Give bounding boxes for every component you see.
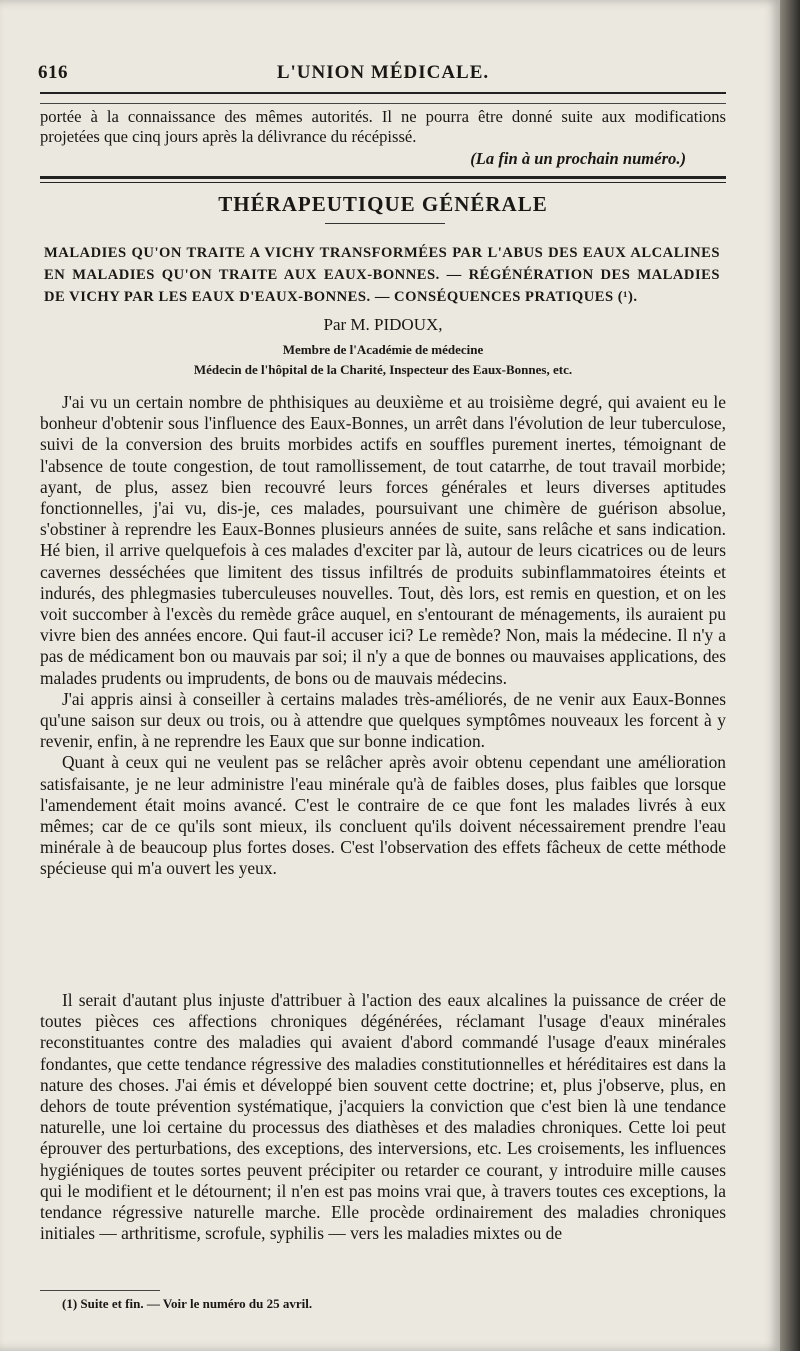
author-line: Par M. PIDOUX,	[323, 315, 443, 334]
footnote-rule	[40, 1290, 160, 1291]
footnote: (1) Suite et fin. — Voir le numéro du 25 avril.	[62, 1296, 313, 1311]
page-edge-shadow	[780, 0, 800, 1351]
paragraph: Il serait d'autant plus injuste d'attribuer à l'action des eaux alcalines la puissance de créer de toutes pièces ces affections chroniques dégénérées, réclamant l'usage d'eaux minérales reconstituantes contre des maladies qui avaient d'abord commandé l'usage d'eaux minérales fondantes, que cette tendance régressive des maladies constitutionnelles et héréditaires est dans la nature des choses. J'ai émis et développé bien souvent cette doctrine; et, plus j'observe, plus, en dehors de toute prévention systématique, j'acquiers la conviction que c'est bien là une tendance naturelle, une loi certaine du processus des diathèses et des maladies chroniques. Cette loi peut éprouver des perturbations, des exceptions, des interversions, etc. Les croisements, les influences hygiéniques de toutes sortes peuvent précipiter ou retarder ce courant, y introduire mille causes qui le modifient et le détournent; il n'en est pas moins vrai que, à travers toutes ces exceptions, la tendance régressive naturelle marche. Elle procède ordinairement des maladies chroniques initiales — arthritisme, scrofule, syphilis — vers les maladies mixtes ou de	[40, 990, 726, 1244]
subtitle-line: MALADIES QU'ON TRAITE A VICHY TRANSFORMÉES PAR L'ABUS DES EAUX ALCALINES	[44, 245, 720, 261]
section-divider	[40, 176, 726, 179]
journal-title: L'UNION MÉDICALE.	[276, 62, 490, 83]
article-subtitle	[44, 242, 720, 308]
running-head	[38, 62, 728, 92]
section-divider-thin	[40, 182, 726, 183]
previous-article-line: projetées que cinq jours après la délivrance du récépissé.	[40, 127, 417, 146]
author-affiliation: Médecin de l'hôpital de la Charité, Inspecteur des Eaux-Bonnes, etc.	[193, 362, 573, 377]
article-body	[40, 392, 726, 880]
article-body-continued	[40, 990, 726, 1244]
previous-article-text	[40, 107, 726, 147]
page-number: 616	[38, 62, 68, 83]
section-title: THÉRAPEUTIQUE GÉNÉRALE	[218, 192, 548, 216]
previous-article-line: portée à la connaissance des mêmes autorités. Il ne pourra être donné suite aux modifications	[40, 107, 726, 126]
header-rule	[40, 92, 726, 94]
continuation-note: (La fin à un prochain numéro.)	[470, 149, 686, 168]
subtitle-line: EN MALADIES QU'ON TRAITE AUX EAUX-BONNES. — RÉGÉNÉRATION DES MALADIES	[44, 267, 720, 283]
paragraph: Quant à ceux qui ne veulent pas se relâcher après avoir obtenu cependant une amélioration satisfaisante, je ne leur administre l'eau minérale qu'à de faibles doses, plus faibles que lorsque l'amendement était moins avancé. C'est le contraire de ce que font les malades livrés à eux mêmes; car de ce qu'ils sont mieux, ils concluent qu'ils doivent nécessairement prendre l'eau minérale à de beaucoup plus fortes doses. C'est l'observation des effets fâcheux de cette méthode spécieuse qui m'a ouvert les yeux.	[40, 752, 726, 879]
title-underline	[325, 223, 445, 224]
header-rule-thin	[40, 103, 726, 104]
paragraph: J'ai appris ainsi à conseiller à certains malades très-améliorés, de ne venir aux Eaux-Bonnes qu'une saison sur deux ou trois, ou à attendre que quelques symptômes nouveaux les forcent à y revenir, enfin, à ne reprendre les Eaux que sur bonne indication.	[40, 688, 726, 752]
paragraph: J'ai vu un certain nombre de phthisiques au deuxième et au troisième degré, qui avaient eu le bonheur d'obtenir sous l'influence des Eaux-Bonnes, un arrêt dans l'évolution de leur tuberculose, suivi de la conversion des bruits morbides actifs en souffles purement inertes, témoignant de l'absence de toute congestion, de tout ramollissement, de tout catarrhe, de tout travail morbide; ayant, de plus, assez bien recouvré leurs forces générales et leurs diverses aptitudes fonctionnelles, j'ai vu, dis-je, ces malades, poursuivant une chimère de guérison absolue, s'obstiner à reprendre les Eaux-Bonnes plusieurs années de suite, sans relâche et sans indication. Hé bien, il arrive quelquefois à ces malades d'exciter par là, autour de leurs cicatrices ou de leurs cavernes desséchées que limitent des tissus infiltrés de produits subinflammatoires éteints et indurés, des phlegmasies tuberculeuses nouvelles. Tout, dès lors, est remis en question, et on les voit succomber à l'excès du remède grâce auquel, en s'entourant de ménagements, ils auraient pu vivre bien des années encore. Qui faut-il accuser ici? Le remède? Non, mais la médecine. Il n'y a pas de médicament bon ou mauvais par soi; il n'y a que de bonnes ou mauvaises applications, des malades prudents ou imprudents, de bons ou de mauvais médecins.	[40, 392, 726, 688]
author-affiliation: Membre de l'Académie de médecine	[282, 342, 484, 357]
subtitle-line: DE VICHY PAR LES EAUX D'EAUX-BONNES. — CONSÉQUENCES PRATIQUES (¹).	[44, 289, 638, 305]
